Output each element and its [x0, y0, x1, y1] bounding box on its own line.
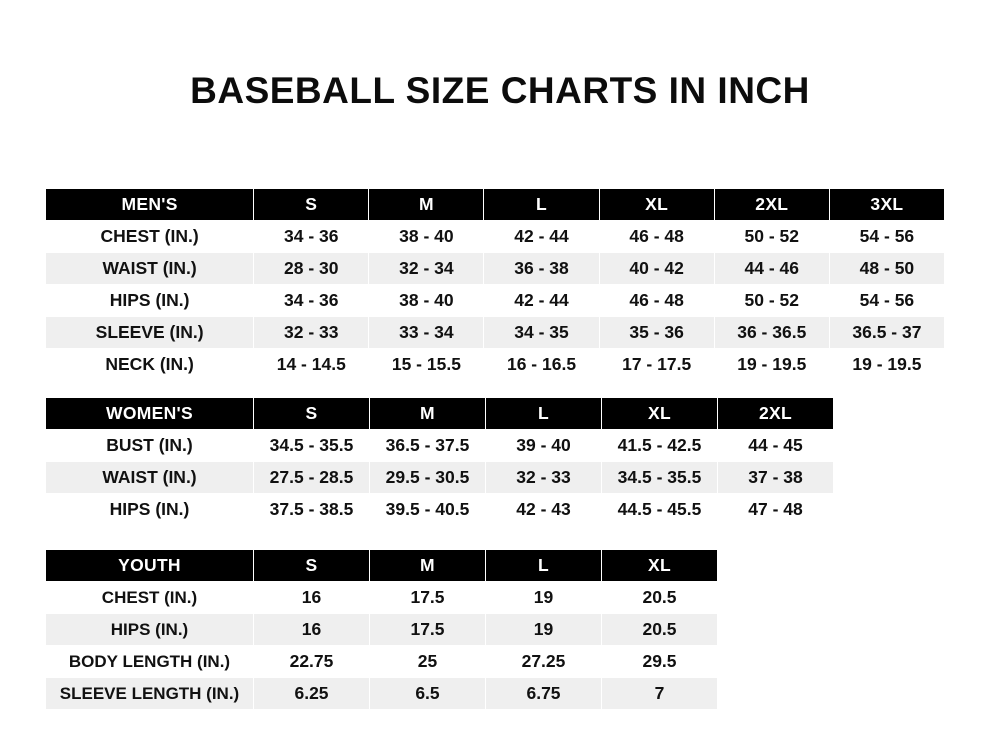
mens-size-table [45, 188, 945, 381]
row-label: SLEEVE LENGTH (IN.) [46, 678, 254, 710]
row-label: BUST (IN.) [46, 430, 254, 462]
cell-value: 33 - 34 [369, 317, 484, 349]
table-row [46, 285, 945, 317]
cell-value: 32 - 33 [254, 317, 369, 349]
mens-header-3xl: 3XL [829, 189, 944, 221]
mens-table-header [46, 189, 945, 221]
womens-header-2xl: 2XL [718, 398, 834, 430]
cell-value: 34 - 36 [254, 285, 369, 317]
youth-header-s: S [254, 550, 370, 582]
table-row [46, 317, 945, 349]
table-row [46, 430, 834, 462]
youth-header-m: M [370, 550, 486, 582]
row-label: HIPS (IN.) [46, 285, 254, 317]
cell-value: 22.75 [254, 646, 370, 678]
womens-size-table [45, 397, 834, 526]
cell-value: 37.5 - 38.5 [254, 494, 370, 526]
youth-table-header [46, 550, 718, 582]
cell-value: 39 - 40 [486, 430, 602, 462]
row-label: WAIST (IN.) [46, 462, 254, 494]
cell-value: 50 - 52 [714, 285, 829, 317]
cell-value: 29.5 [602, 646, 718, 678]
cell-value: 37 - 38 [718, 462, 834, 494]
cell-value: 29.5 - 30.5 [370, 462, 486, 494]
cell-value: 44.5 - 45.5 [602, 494, 718, 526]
cell-value: 15 - 15.5 [369, 349, 484, 381]
row-label: HIPS (IN.) [46, 494, 254, 526]
mens-table-body [46, 221, 945, 381]
youth-header-xl: XL [602, 550, 718, 582]
cell-value: 27.25 [486, 646, 602, 678]
womens-header-s: S [254, 398, 370, 430]
mens-header-2xl: 2XL [714, 189, 829, 221]
row-label: NECK (IN.) [46, 349, 254, 381]
cell-value: 17.5 [370, 614, 486, 646]
cell-value: 16 [254, 582, 370, 614]
cell-value: 7 [602, 678, 718, 710]
table-row [46, 349, 945, 381]
cell-value: 25 [370, 646, 486, 678]
cell-value: 19 - 19.5 [714, 349, 829, 381]
cell-value: 38 - 40 [369, 285, 484, 317]
womens-header-label: WOMEN'S [46, 398, 254, 430]
cell-value: 32 - 34 [369, 253, 484, 285]
cell-value: 40 - 42 [599, 253, 714, 285]
cell-value: 54 - 56 [829, 221, 944, 253]
cell-value: 36 - 36.5 [714, 317, 829, 349]
cell-value: 48 - 50 [829, 253, 944, 285]
cell-value: 6.25 [254, 678, 370, 710]
table-row [46, 678, 718, 710]
youth-header-l: L [486, 550, 602, 582]
cell-value: 36 - 38 [484, 253, 599, 285]
womens-table-body [46, 430, 834, 526]
cell-value: 39.5 - 40.5 [370, 494, 486, 526]
cell-value: 42 - 44 [484, 221, 599, 253]
cell-value: 38 - 40 [369, 221, 484, 253]
cell-value: 14 - 14.5 [254, 349, 369, 381]
cell-value: 41.5 - 42.5 [602, 430, 718, 462]
cell-value: 6.75 [486, 678, 602, 710]
table-row [46, 646, 718, 678]
cell-value: 46 - 48 [599, 285, 714, 317]
cell-value: 16 - 16.5 [484, 349, 599, 381]
womens-header-xl: XL [602, 398, 718, 430]
row-label: CHEST (IN.) [46, 582, 254, 614]
table-header-row [46, 189, 945, 221]
mens-header-l: L [484, 189, 599, 221]
cell-value: 35 - 36 [599, 317, 714, 349]
row-label: HIPS (IN.) [46, 614, 254, 646]
row-label: CHEST (IN.) [46, 221, 254, 253]
row-label: BODY LENGTH (IN.) [46, 646, 254, 678]
youth-table-body [46, 582, 718, 710]
cell-value: 6.5 [370, 678, 486, 710]
cell-value: 16 [254, 614, 370, 646]
table-row [46, 221, 945, 253]
cell-value: 34 - 36 [254, 221, 369, 253]
page-title: BASEBALL SIZE CHARTS IN INCH [190, 70, 810, 111]
cell-value: 50 - 52 [714, 221, 829, 253]
cell-value: 19 [486, 582, 602, 614]
cell-value: 20.5 [602, 582, 718, 614]
cell-value: 34.5 - 35.5 [602, 462, 718, 494]
cell-value: 36.5 - 37.5 [370, 430, 486, 462]
cell-value: 20.5 [602, 614, 718, 646]
cell-value: 17 - 17.5 [599, 349, 714, 381]
table-row [46, 494, 834, 526]
mens-header-m: M [369, 189, 484, 221]
cell-value: 32 - 33 [486, 462, 602, 494]
table-row [46, 462, 834, 494]
mens-header-xl: XL [599, 189, 714, 221]
table-row [46, 614, 718, 646]
table-header-row [46, 550, 718, 582]
table-row [46, 253, 945, 285]
cell-value: 42 - 43 [486, 494, 602, 526]
youth-header-label: YOUTH [46, 550, 254, 582]
cell-value: 34 - 35 [484, 317, 599, 349]
table-header-row [46, 398, 834, 430]
womens-header-m: M [370, 398, 486, 430]
mens-header-label: MEN'S [46, 189, 254, 221]
table-row [46, 582, 718, 614]
cell-value: 34.5 - 35.5 [254, 430, 370, 462]
cell-value: 44 - 46 [714, 253, 829, 285]
cell-value: 47 - 48 [718, 494, 834, 526]
cell-value: 19 [486, 614, 602, 646]
cell-value: 42 - 44 [484, 285, 599, 317]
row-label: WAIST (IN.) [46, 253, 254, 285]
cell-value: 44 - 45 [718, 430, 834, 462]
cell-value: 28 - 30 [254, 253, 369, 285]
cell-value: 46 - 48 [599, 221, 714, 253]
womens-table-header [46, 398, 834, 430]
cell-value: 27.5 - 28.5 [254, 462, 370, 494]
womens-header-l: L [486, 398, 602, 430]
youth-size-table [45, 549, 718, 710]
row-label: SLEEVE (IN.) [46, 317, 254, 349]
cell-value: 54 - 56 [829, 285, 944, 317]
cell-value: 19 - 19.5 [829, 349, 944, 381]
cell-value: 36.5 - 37 [829, 317, 944, 349]
mens-header-s: S [254, 189, 369, 221]
cell-value: 17.5 [370, 582, 486, 614]
